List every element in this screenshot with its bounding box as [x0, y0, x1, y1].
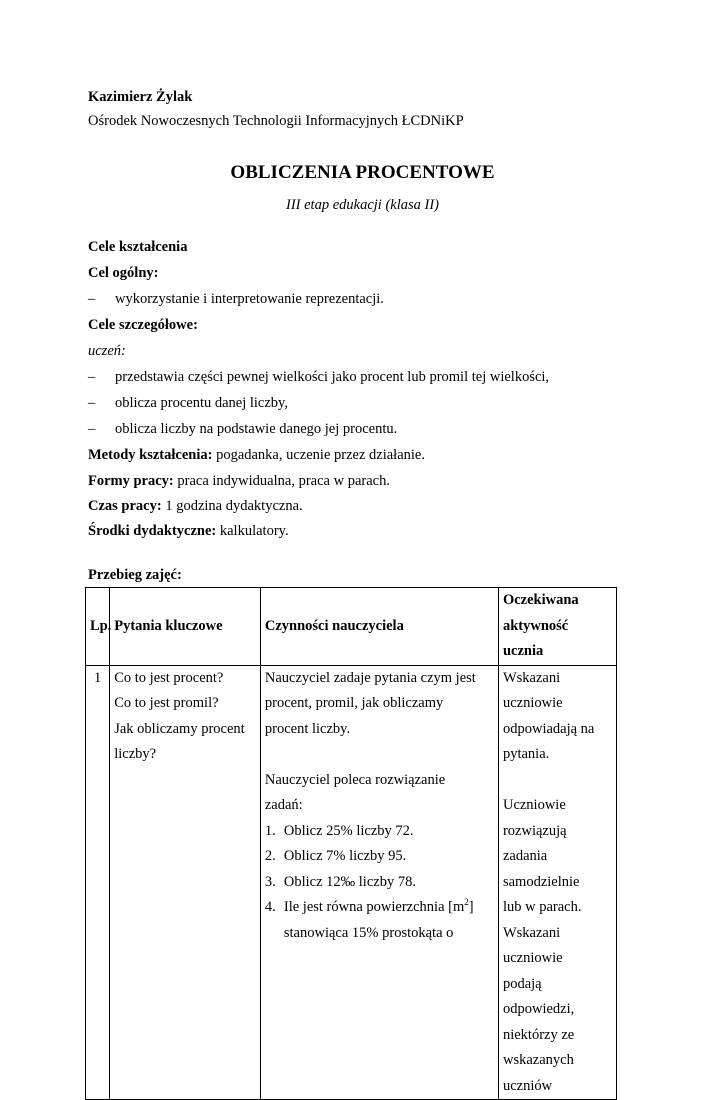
- task-list: [265, 819, 494, 947]
- course-heading: Przebieg zajęć:: [88, 567, 182, 583]
- column-header-questions: Pytania kluczowe: [110, 588, 261, 666]
- row-number: 1: [86, 665, 110, 1100]
- time-label: Czas pracy:: [88, 498, 162, 514]
- methods-label: Metody kształcenia:: [88, 447, 213, 463]
- time-line: [88, 497, 303, 515]
- general-goal-item: – wykorzystanie i interpretowanie reprezentacji.: [88, 291, 384, 307]
- general-goal-heading: Cel ogólny:: [88, 265, 159, 281]
- specific-goal-item: – oblicza procentu danej liczby,: [88, 395, 288, 411]
- teacher-activities-cell: Nauczyciel zadaje pytania czym jest procent, promil, jak obliczamy procent liczby. Nauczyciel poleca rozwiązanie zadań: 1. Oblicz 25% liczby 72. 2. Oblicz 7% liczby 95. 3. Oblicz 12‰ liczby 78. 4. Ile jest równa powierzchnia $[m^2]$ stanowiąca 15% prostokąta o: [260, 665, 498, 1100]
- specific-goal-item: – przedstawia części pewnej wielkości jako procent lub promil tej wielkości,: [88, 369, 550, 385]
- dash-bullet: –: [88, 291, 96, 307]
- specific-goal-item: – oblicza liczby na podstawie danego jej procentu.: [88, 421, 398, 437]
- goals-heading: Cele kształcenia: [88, 239, 188, 255]
- forms-line: [88, 472, 390, 490]
- resources-label: Środki dydaktyczne:: [88, 523, 217, 539]
- table-header-row: [86, 588, 617, 666]
- list-item-continuation: stanowiąca 15% prostokąta o: [283, 924, 454, 941]
- time-value: 1 godzina dydaktyczna.: [161, 498, 303, 514]
- student-activities-cell: Wskazani uczniowie odpowiadają na pytania. Uczniowie rozwiązują zadania samodzielnie lub w parach. Wskazani uczniowie podają odpowiedzi, niektórzy ze wskazanych uczniów: [498, 665, 616, 1100]
- forms-value: praca indywidualna, praca w parach.: [173, 473, 390, 489]
- specific-goals-lead: uczeń:: [88, 343, 126, 359]
- key-questions-cell: Co to jest procent? Co to jest promil? Jak obliczamy procent liczby?: [110, 665, 261, 1100]
- lesson-table: [85, 587, 617, 1100]
- methods-value: pogadanka, uczenie przez działanie.: [212, 447, 425, 463]
- document-title: OBLICZENIA PROCENTOWE: [230, 162, 495, 183]
- document-subtitle: III etap edukacji (klasa II): [286, 197, 439, 213]
- specific-goals-heading: Cele szczegółowe:: [88, 317, 198, 333]
- list-item: 2. Oblicz 7% liczby 95.: [264, 848, 407, 864]
- list-item: 1. Oblicz 25% liczby 72.: [264, 822, 414, 839]
- table-row: [86, 665, 617, 1100]
- forms-label: Formy pracy:: [88, 473, 174, 489]
- column-header-teacher: Czynności nauczyciela: [260, 588, 498, 666]
- dash-bullet: –: [88, 421, 96, 437]
- institution-name: Ośrodek Nowoczesnych Technologii Informacyjnych ŁCDNiKP: [88, 113, 464, 129]
- resources-line: [88, 522, 289, 540]
- dash-bullet: –: [88, 369, 96, 385]
- resources-value: kalkulatory.: [216, 523, 289, 539]
- author-name: Kazimierz Żylak: [88, 89, 193, 105]
- column-header-student: Oczekiwana aktywność ucznia: [498, 588, 616, 666]
- column-header-lp: Lp.: [86, 588, 110, 666]
- dash-bullet: –: [88, 395, 96, 411]
- list-item: 3. Oblicz 12‰ liczby 78.: [264, 873, 416, 890]
- methods-line: [88, 446, 425, 464]
- list-item: 4. Ile jest równa powierzchnia $[m^2]$: [264, 897, 474, 915]
